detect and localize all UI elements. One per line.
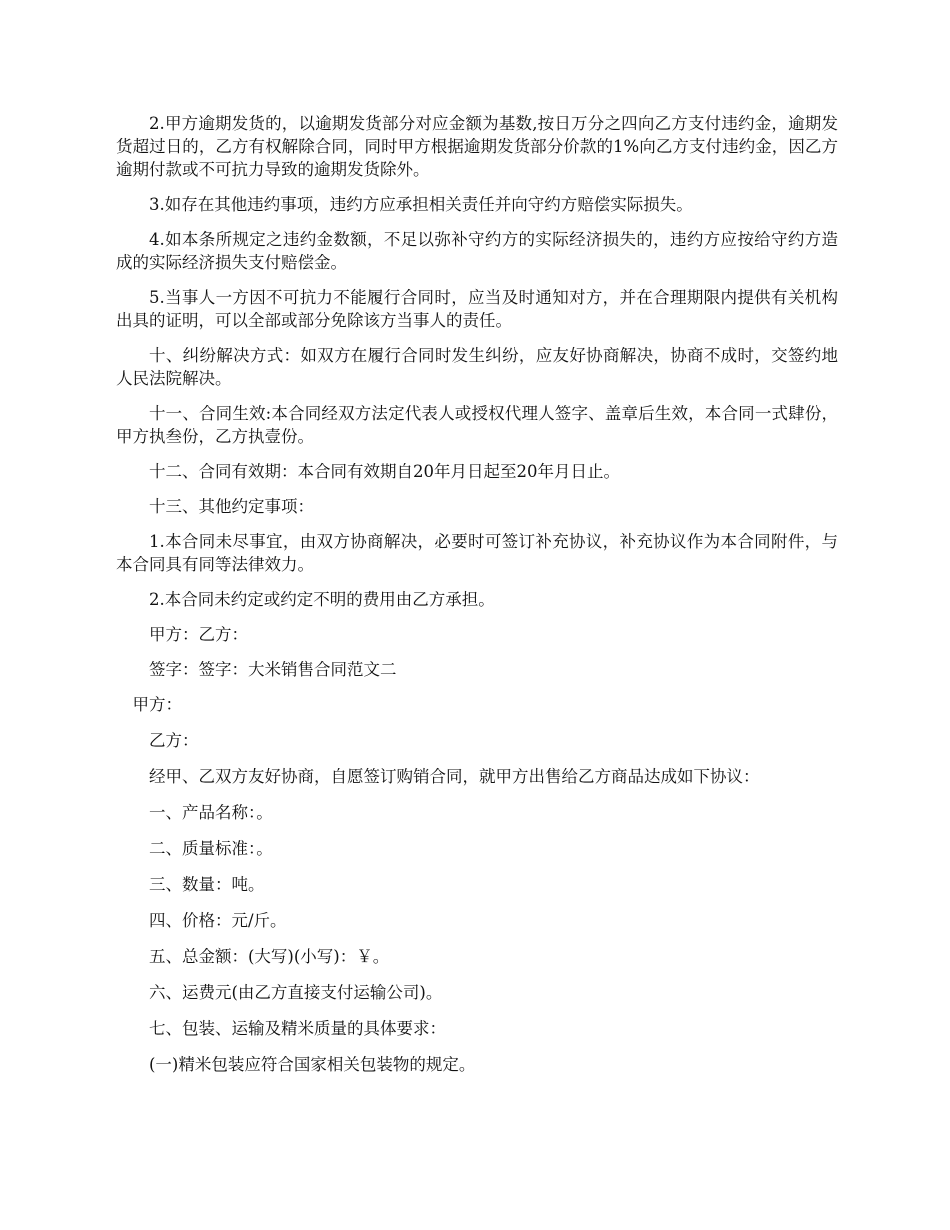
contract-2-item-product-name: 一、产品名称：。 [149, 803, 273, 822]
contract-2-item-packaging-rule-1: (一)精米包装应符合国家相关包装物的规定。 [149, 1055, 476, 1074]
party-labels: 甲方：乙方： [149, 625, 248, 644]
contract-2-item-packaging-requirements: 七、包装、运输及精米质量的具体要求： [149, 1019, 446, 1038]
contract-2-party-a: 甲方： [132, 695, 182, 714]
section-12-validity-period: 十二、合同有效期：本合同有效期自20年月日起至20年月日止。 [149, 462, 620, 481]
document-body [116, 112, 838, 1089]
contract-2-item-freight: 六、运费元(由乙方直接支付运输公司)。 [149, 983, 443, 1002]
contract-2-item-total-amount: 五、总金额：(大写)(小写)：￥。 [149, 947, 390, 966]
contract-2-item-quantity: 三、数量：吨。 [149, 875, 265, 894]
other-matter-2: 2.本合同未约定或约定不明的费用由乙方承担。 [149, 590, 495, 609]
clause-4-penalty-shortfall: 4.如本条所规定之违约金数额，不足以弥补守约方的实际经济损失的，违约方应按给守约方造成的实际经济损失支付赔偿金。 [116, 230, 838, 272]
contract-2-intro: 经甲、乙双方友好协商，自愿签订购销合同，就甲方出售给乙方商品达成如下协议： [149, 767, 760, 786]
contract-2-item-quality-standard: 二、质量标准：。 [149, 839, 273, 858]
other-matter-1: 1.本合同未尽事宜，由双方协商解决，必要时可签订补充协议，补充协议作为本合同附件，与本合同具有同等法律效力。 [116, 532, 838, 574]
signature-line: 签字：签字：大米销售合同范文二 [149, 660, 397, 679]
section-10-dispute-resolution: 十、纠纷解决方式：如双方在履行合同时发生纠纷，应友好协商解决，协商不成时，交签约地人民法院解决。 [116, 346, 838, 388]
clause-3-other-breach: 3.如存在其他违约事项，违约方应承担相关责任并向守约方赔偿实际损失。 [149, 195, 693, 214]
section-11-contract-effect: 十一、合同生效:本合同经双方法定代表人或授权代理人签字、盖章后生效，本合同一式肆份，甲方执叁份，乙方执壹份。 [116, 404, 838, 446]
clause-5-force-majeure: 5.当事人一方因不可抗力不能履行合同时，应当及时通知对方，并在合理期限内提供有关机构出具的证明，可以全部或部分免除该方当事人的责任。 [116, 288, 838, 330]
section-13-other-matters: 十三、其他约定事项： [149, 497, 314, 516]
clause-2-late-delivery: 2.甲方逾期发货的，以逾期发货部分对应金额为基数,按日万分之四向乙方支付违约金，逾期发货超过日的，乙方有权解除合同，同时甲方根据逾期发货部分价款的1%向乙方支付违约金，因乙方逾期付款或不可抗力导致的逾期发货除外。 [116, 114, 838, 179]
contract-2-party-b: 乙方： [149, 731, 199, 750]
contract-2-item-price: 四、价格：元/斤。 [149, 911, 287, 930]
